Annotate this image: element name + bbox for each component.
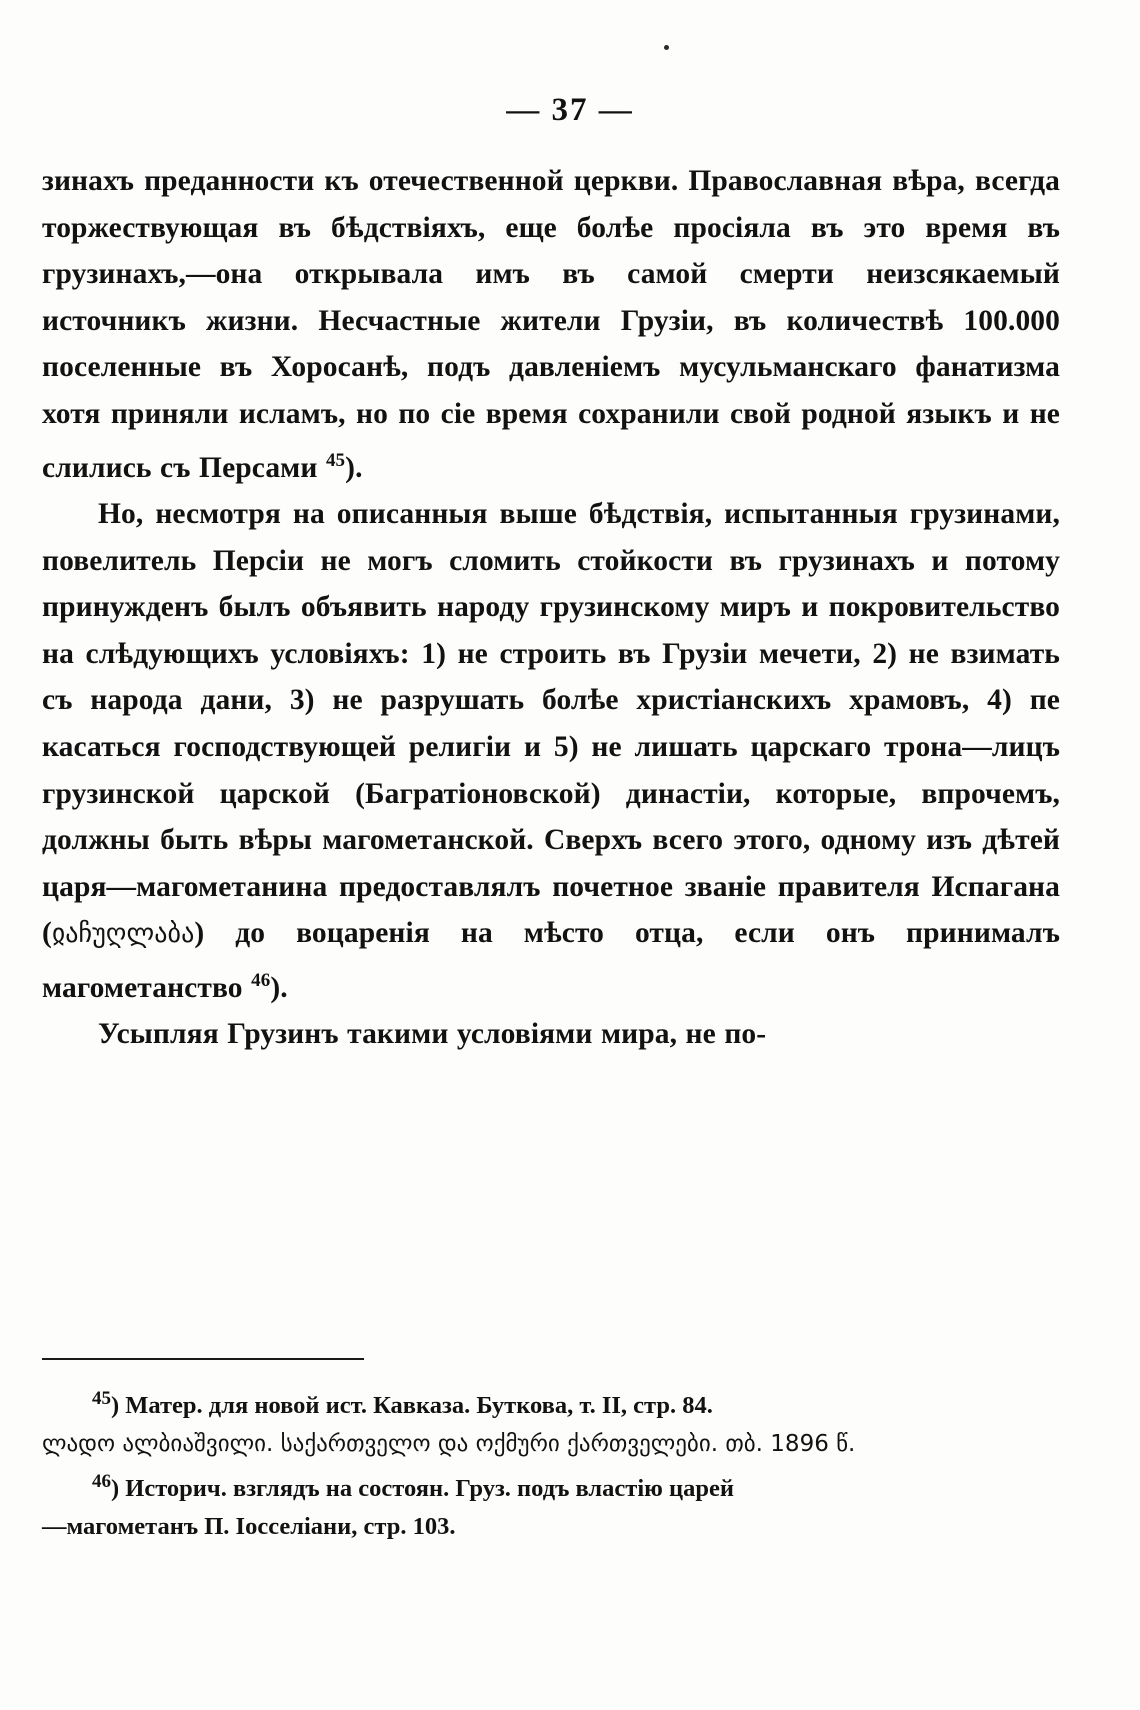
footnote-46-continuation: —магометанъ П. Іосселіани, стр. 103.	[42, 1513, 456, 1541]
paragraph-1	[42, 158, 1060, 491]
footnote-45-marker: 45	[92, 1388, 111, 1409]
footnote-46-marker: 46	[92, 1471, 111, 1493]
body-text	[42, 158, 1060, 1058]
footnote-separator-rule	[42, 1358, 364, 1360]
paragraph-1-tail: ).	[345, 451, 363, 484]
paragraph-2-text: Но, несмотря на описанныя выше бѣдствія, испытанныя грузинами, повелитель Персіи не могъ сломить стойкости въ грузинахъ и потому принужденъ былъ объявить народу грузинскому миръ и покровительство на слѣдующихъ условіяхъ: 1) не строить въ Грузіи мечети, 2) не взимать съ народа дани, 3) не разрушать болѣе христіанскихъ храмовъ, 4) пе касаться господствующей религіи и 5) не лишать царскаго трона—лицъ грузинской царской (Багратіоновской) династіи, которые, впрочемъ, должны быть вѣры магометанской. Сверхъ всего этого, одному изъ дѣтей царя—магометанина предоставлялъ почетное званіе правителя Испагана (	[42, 497, 1060, 950]
paragraph-2	[42, 491, 1060, 1011]
paragraph-2-georgian: ჲაჩუღლაბა	[51, 919, 195, 950]
paragraph-2-tail: ).	[270, 971, 288, 1004]
footnote-46-text: ) Историч. взглядъ на состоян. Груз. подъ властію царей	[111, 1475, 734, 1503]
page-top-dot-mark	[664, 45, 669, 50]
footnote-45	[42, 1380, 1052, 1425]
footnote-45-text: ) Матер. для новой ист. Кавказа. Буткова, т. II, стр. 84.	[111, 1392, 713, 1420]
paragraph-3: Усыпляя Грузинъ такими условіями мира, не по-	[98, 1018, 767, 1051]
footnote-45-georgian	[42, 1425, 1052, 1463]
footnote-ref-45[interactable]: 45	[325, 449, 346, 471]
paragraph-1-text: зинахъ преданности къ отечественной церкви. Православная вѣра, всегда торжествующая въ бѣдствіяхъ, еще болѣе просіяла въ это время въ грузинахъ,—она открывала имъ въ самой смерти неизсякаемый источникъ жизни. Несчастные жители Грузіи, въ количествѣ 100.000 поселенные въ Хоросанѣ, подъ давленіемъ мусульманскаго фанатизма хотя приняли исламъ, но по сіе время сохранили свой родной языкъ и не слились съ Персами	[42, 165, 1060, 484]
footnote-45-georgian-text: ლადო ალბიაშვილი. საქართველო და ოქმური ქართველები. თბ. 1896 წ.	[42, 1431, 856, 1458]
paragraph-2-text-after: ) до воцаренія на мѣсто отца, если онъ принималъ магометанство	[42, 917, 1060, 1004]
footnotes-section	[42, 1380, 1052, 1546]
footnote-ref-46[interactable]: 46	[251, 969, 271, 991]
footnote-46	[42, 1463, 1052, 1508]
page-number: — 37 —	[506, 92, 634, 128]
page-content	[42, 0, 1098, 1710]
